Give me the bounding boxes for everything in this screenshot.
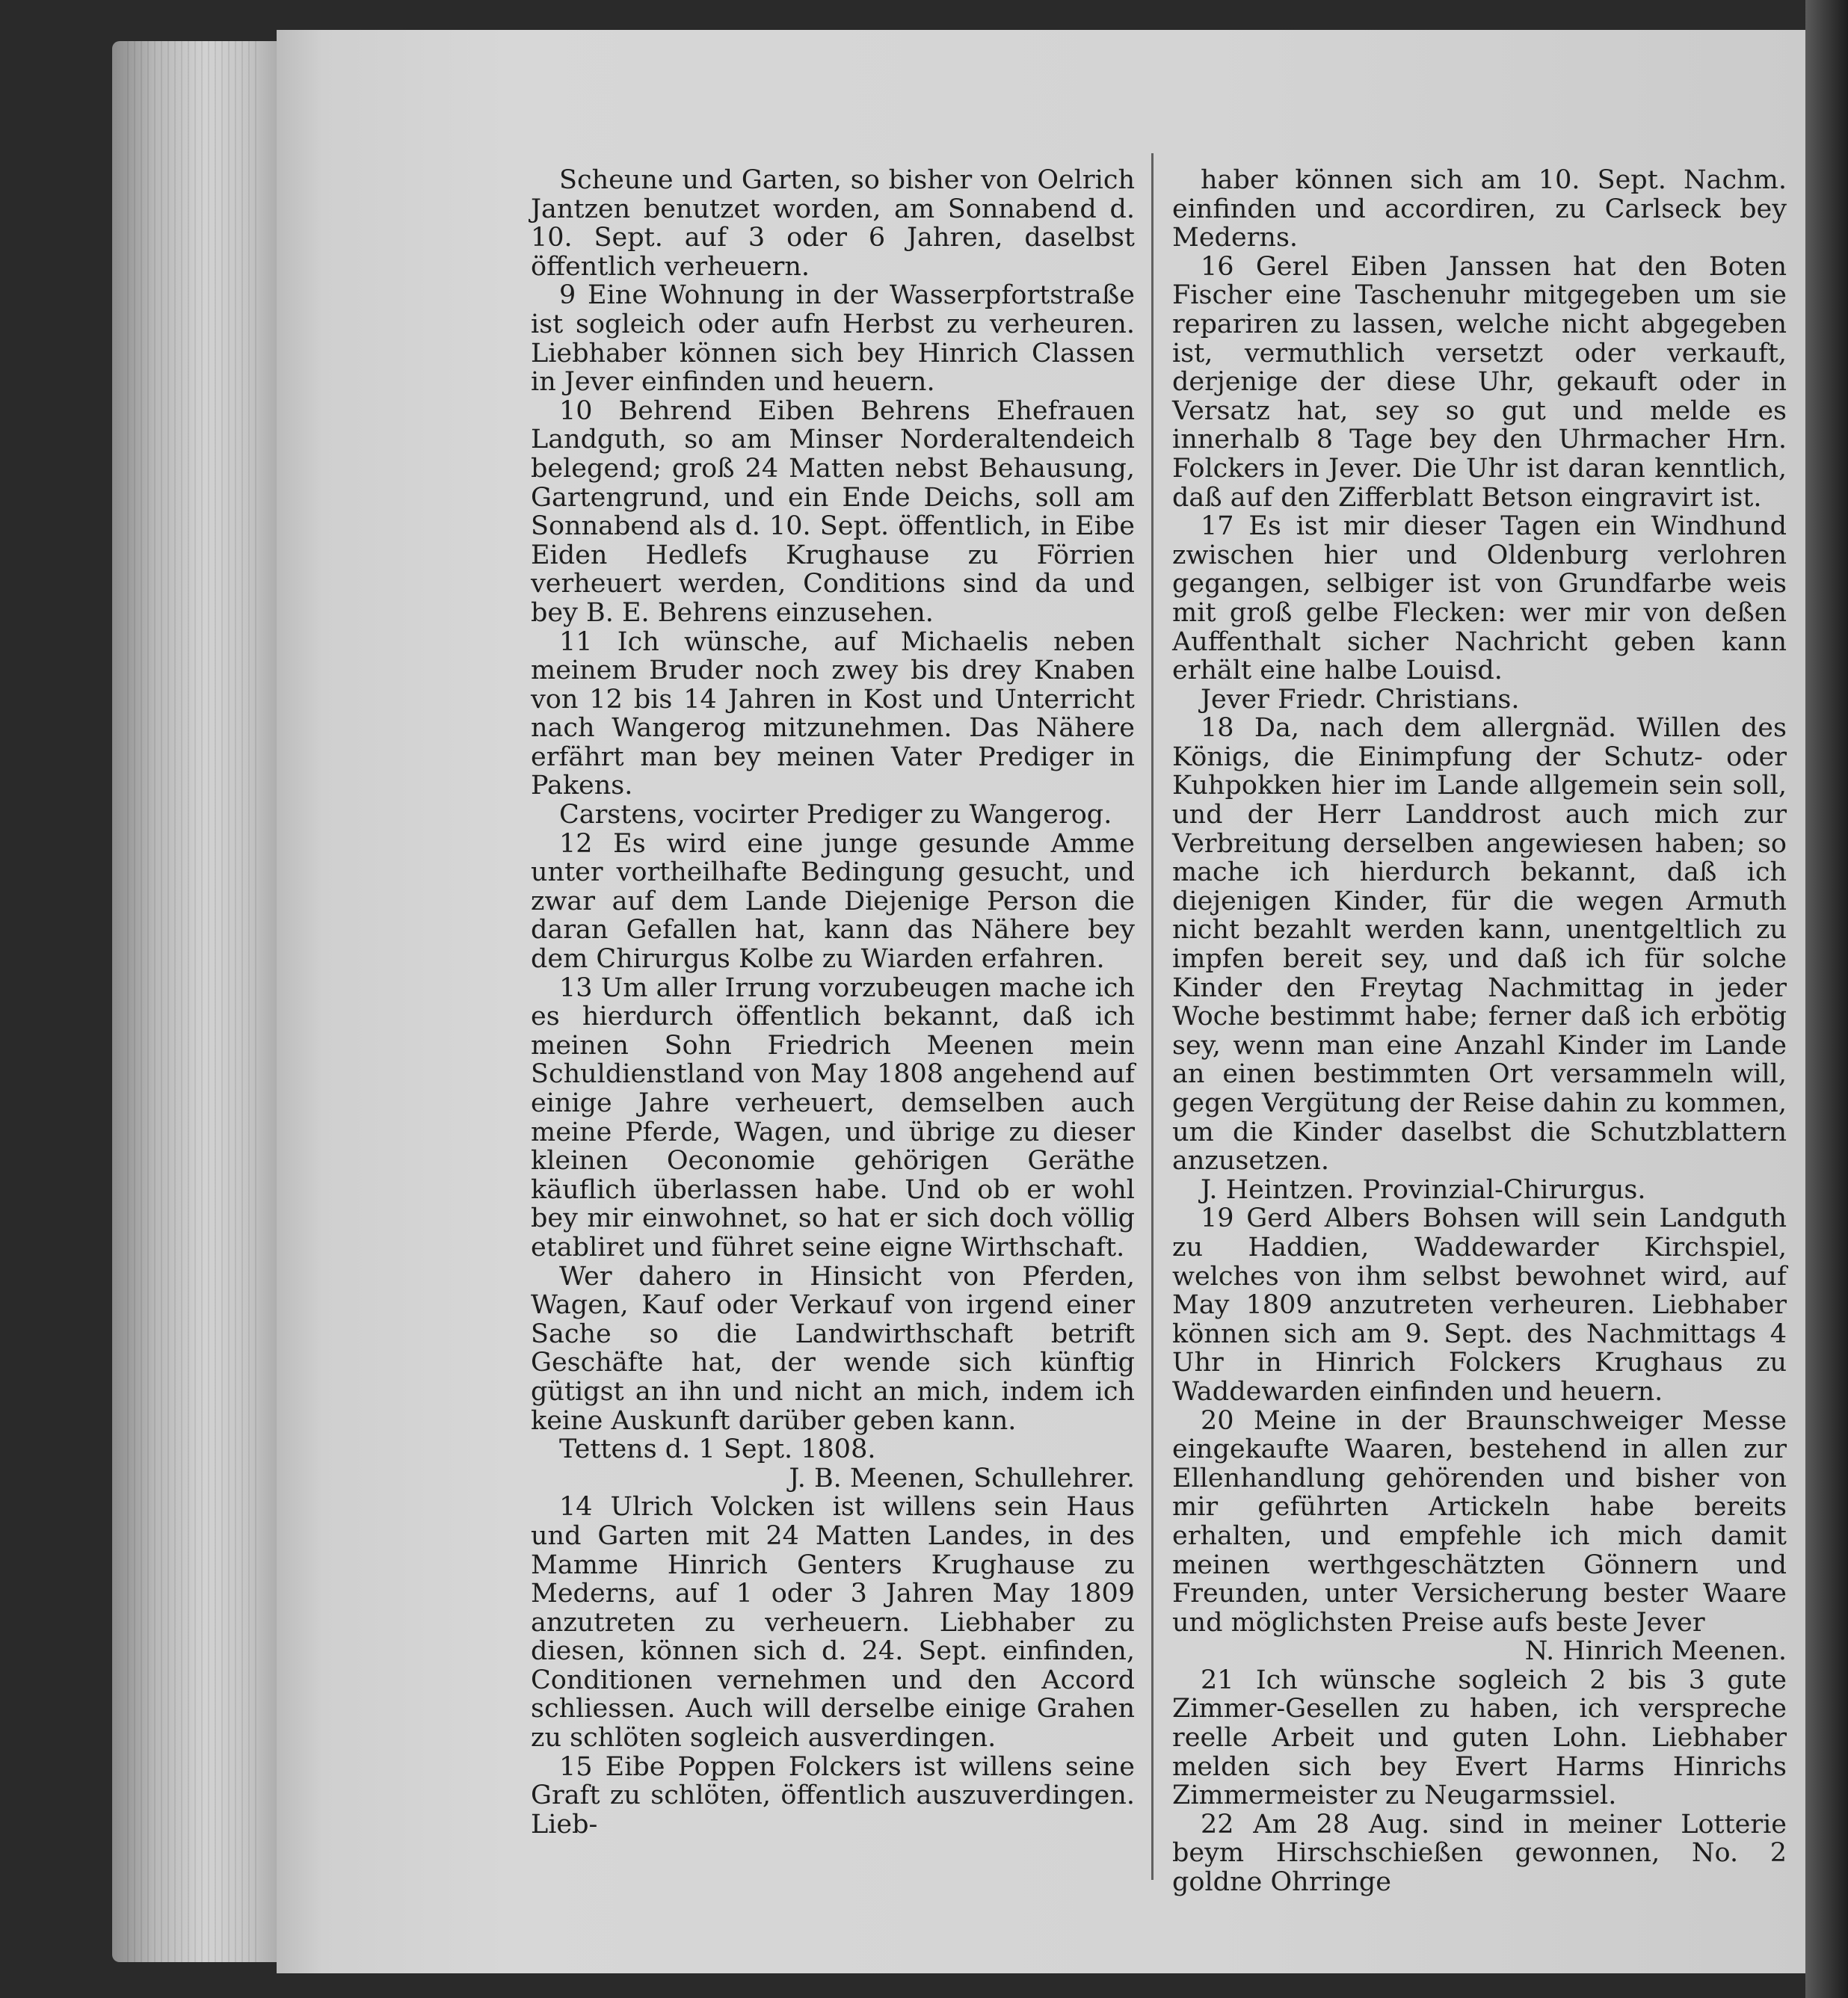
notice-15: 15 Eibe Poppen Folckers ist willens seine Graft zu schlöten, öffentlich auszuverdingen. Lieb- bbox=[531, 1751, 1135, 1840]
notice-13-date: Tettens d. 1 Sept. 1808. bbox=[559, 1434, 876, 1465]
book-page-edges bbox=[112, 41, 284, 1962]
notice-19: 19 Gerd Albers Bohsen will sein Landguth zu Haddien, Waddewarder Kirchspiel, welches von ihm selbst bewohnet wird, auf May 1809 anzutreten verheuren. Liebhaber können sich am 9. Sept. des Nachmittags 4 Uhr in Hinrich Folckers Krughaus zu Waddewarden einfinden und heuern. bbox=[1172, 1203, 1787, 1407]
notice-9: 9 Eine Wohnung in der Wasserpfortstraße ist sogleich oder aufn Herbst zu verheuren. Liebhaber können sich bey Hinrich Classen in Jever einfinden und heuern. bbox=[531, 280, 1135, 398]
notice-11: 11 Ich wünsche, auf Michaelis neben meinem Bruder noch zwey bis drey Knaben von 12 bis 14 Jahren in Kost und Unterricht nach Wangerog mitzunehmen. Das Nähere erfährt man bey meinen Vater Prediger in Pakens. bbox=[531, 626, 1135, 801]
notice-13: 13 Um aller Irrung vorzubeugen mache ich es hierdurch öffentlich bekannt, daß ich meinen Sohn Friedrich Meenen mein Schuldienstland von May 1808 angehend auf einige Jahre verheuert, demselben auch meine Pferde, Wagen, und übrige zu dieser kleinen Oeconomie gehörigen Geräthe käuflich überlassen habe. Und ob er wohl bey mir einwohnet, so hat er sich doch völlig etabliret und führet seine eigne Wirthschaft. bbox=[531, 972, 1135, 1262]
notice-14: 14 Ulrich Volcken ist willens sein Haus und Garten mit 24 Matten Landes, in des Mamme Hinrich Genters Krughause zu Mederns, auf 1 oder 3 Jahren May 1809 anzutreten zu verheuern. Liebhaber zu diesen, können sich d. 24. Sept. einfinden, Conditionen vernehmen und den Accord schliessen. Auch will derselbe einige Grahen zu schlöten sogleich ausverdingen. bbox=[531, 1492, 1135, 1754]
notice-13-signature: J. B. Meenen, Schullehrer. bbox=[789, 1463, 1135, 1493]
notice-22: 22 Am 28 Aug. sind in meiner Lotterie beym Hirschschießen gewonnen, No. 2 goldne Ohrringe bbox=[1172, 1809, 1787, 1898]
notice-17-signature: Jever Friedr. Christians. bbox=[1201, 684, 1520, 715]
column-divider bbox=[1151, 153, 1154, 1880]
notice-10: 10 Behrend Eiben Behrens Ehefrauen Landguth, so am Minser Norderaltendeich belegend; groß 24 Matten nebst Behausung, Gartengrund, und ein Ende Deichs, soll am Sonnabend als d. 10. Sept. öffentlich, in Eibe Eiden Hedlefs Krughause zu Förrien verheuert werden, Conditions sind da und bey B. E. Behrens einzusehen. bbox=[531, 395, 1135, 628]
binding-shadow bbox=[1805, 0, 1848, 1998]
notice-13-continuation: Wer dahero in Hinsicht von Pferden, Wagen, Kauf oder Verkauf von irgend einer Sache so die Landwirthschaft betrift Geschäfte hat, der wende sich künftig gütigst an ihn und nicht an mich, indem ich keine Auskunft darüber geben kann. bbox=[531, 1261, 1135, 1436]
notice-18-signature: J. Heintzen. Provinzial-Chirurgus. bbox=[1201, 1174, 1646, 1205]
notice-11-signature: Carstens, vocirter Prediger zu Wangerog. bbox=[559, 800, 1112, 830]
notice-16: 16 Gerel Eiben Janssen hat den Boten Fischer eine Taschenuhr mitgegeben um sie repariren zu lassen, welche nicht abgegeben ist, vermuthlich versetzt oder verkauft, derjenige der diese Uhr, gekauft oder in Versatz hat, sey so gut und melde es innerhalb 8 Tage bey den Uhrmacher Hrn. Folckers in Jever. Die Uhr ist daran kenntlich, daß auf den Zifferblatt Betson eingravirt ist. bbox=[1172, 251, 1787, 513]
notice-20: 20 Meine in der Braunschweiger Messe eingekaufte Waaren, bestehend in allen zur Ellenhandlung gehörenden und bisher von mir geführten Artickeln habe bereits erhalten, und empfehle ich mich damit meinen werthgeschätzten Gönnern und Freunden, unter Versicherung bester Waare und möglichsten Preise aufs beste Jever bbox=[1172, 1405, 1787, 1638]
notice-12: 12 Es wird eine junge gesunde Amme unter vortheilhafte Bedingung gesucht, und zwar auf dem Lande Diejenige Person die daran Gefallen hat, kann das Nähere bey dem Chirurgus Kolbe zu Wiarden erfahren. bbox=[531, 828, 1135, 975]
left-column bbox=[531, 166, 1135, 1839]
notice-8-continuation: Scheune und Garten, so bisher von Oelrich Jantzen benutzet worden, am Sonnabend d. 10. Sept. auf 3 oder 6 Jahren, daselbst öffentlich verheuern. bbox=[531, 165, 1135, 282]
right-column bbox=[1172, 166, 1787, 1897]
notice-17: 17 Es ist mir dieser Tagen ein Windhund zwischen hier und Oldenburg verlohren gegangen, selbiger ist von Grundfarbe weis mit groß gelbe Flecken: wer mir von deßen Auffenthalt sicher Nachricht geben kann erhält eine halbe Louisd. bbox=[1172, 511, 1787, 686]
notice-20-signature: N. Hinrich Meenen. bbox=[1524, 1636, 1787, 1667]
notice-18: 18 Da, nach dem allergnäd. Willen des Königs, die Einimpfung der Schutz- oder Kuhpokken hier im Lande allgemein sein soll, und der Herr Landdrost auch mich zur Verbreitung derselben angewiesen haben; so mache ich hierdurch bekannt, daß ich diejenigen Kinder, für die wegen Armuth nicht bezahlt werden kann, unentgeltlich zu impfen bereit sey, und daß ich für solche Kinder den Freytag Nachmittag in jeder Woche bestimmt habe; ferner daß ich erbötig sey, wenn man eine Anzahl Kinder im Lande an einen bestimmten Ort versammeln will, gegen Vergütung der Reise dahin zu kommen, um die Kinder daselbst die Schutzblattern anzusetzen. bbox=[1172, 713, 1787, 1177]
notice-15-continuation: haber können sich am 10. Sept. Nachm. einfinden und accordiren, zu Carlseck bey Mederns. bbox=[1172, 165, 1787, 253]
notice-21: 21 Ich wünsche sogleich 2 bis 3 gute Zimmer-Gesellen zu haben, ich verspreche reelle Arbeit und guten Lohn. Liebhaber melden sich bey Evert Harms Hinrichs Zimmermeister zu Neugarmssiel. bbox=[1172, 1665, 1787, 1811]
